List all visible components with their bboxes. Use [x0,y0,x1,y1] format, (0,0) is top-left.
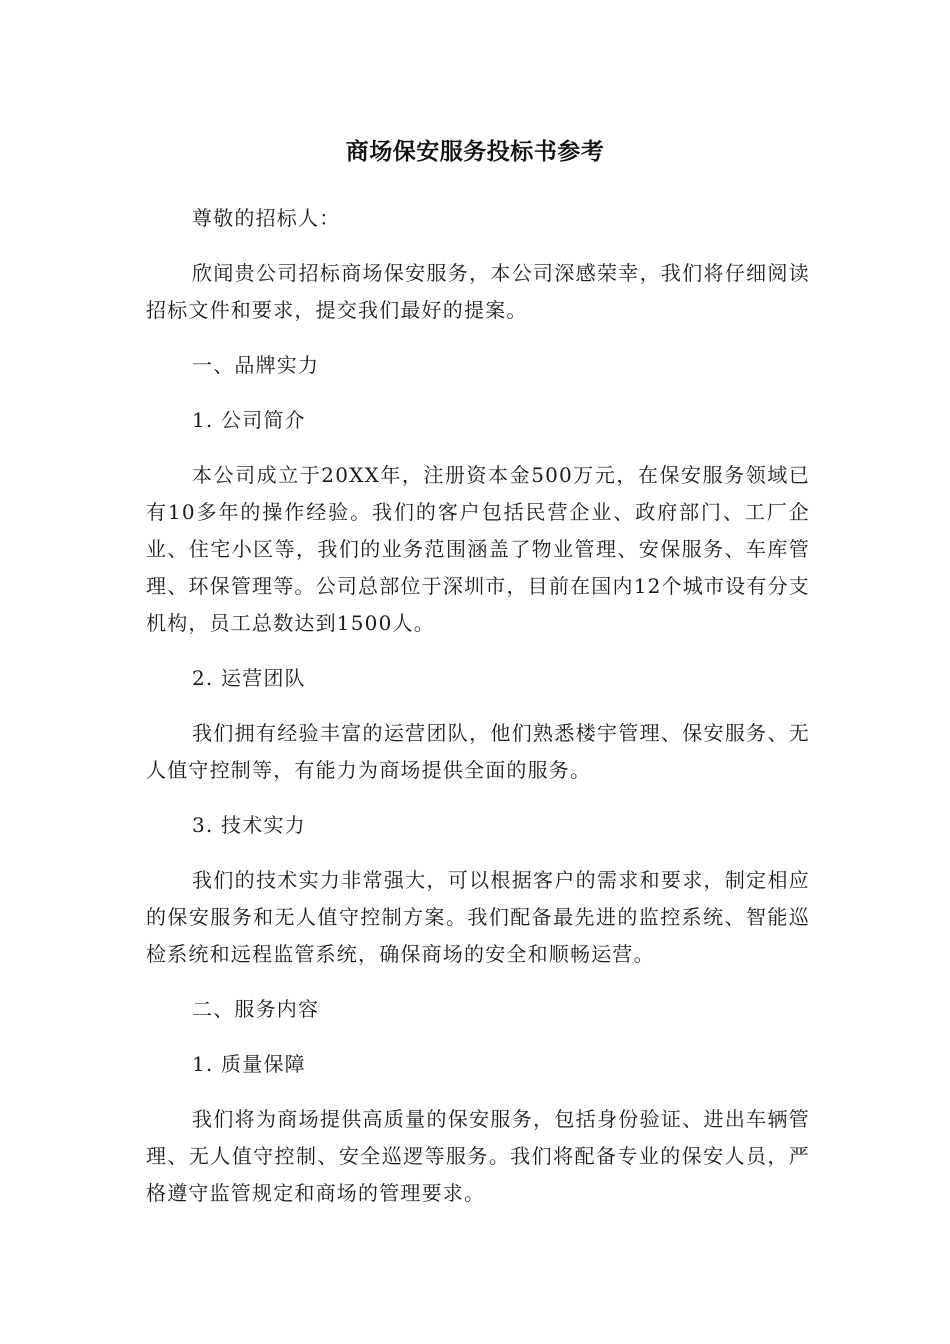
intro-paragraph: 欣闻贵公司招标商场保安服务，本公司深感荣幸，我们将仔细阅读招标文件和要求，提交我们最好的提案。 [146,261,810,322]
document-title: 商场保安服务投标书参考 [345,139,605,165]
subheading-operations-team: 2. 运营团队 [192,666,306,690]
subheading-technical-strength: 3. 技术实力 [192,813,306,837]
section-heading-brand-strength: 一、品牌实力 [192,353,320,377]
salutation: 尊敬的招标人： [192,206,341,230]
subheading-company-profile: 1. 公司简介 [192,408,306,432]
operations-team-paragraph: 我们拥有经验丰富的运营团队，他们熟悉楼宇管理、保安服务、无人值守控制等，有能力为商场提供全面的服务。 [146,721,810,782]
quality-assurance-paragraph: 我们将为商场提供高质量的保安服务，包括身份验证、进出车辆管理、无人值守控制、安全巡逻等服务。我们将配备专业的保安人员，严格遵守监管规定和商场的管理要求。 [146,1107,810,1205]
document-body [146,200,810,1230]
company-profile-paragraph: 本公司成立于20XX年，注册资本金500万元，在保安服务领域已有10多年的操作经验。我们的客户包括民营企业、政府部门、工厂企业、住宅小区等，我们的业务范围涵盖了物业管理、安保服务、车库管理、环保管理等。公司总部位于深圳市，目前在国内12个城市设有分支机构，员工总数达到1500人。 [146,463,810,635]
subheading-quality-assurance: 1. 质量保障 [192,1052,306,1076]
technical-strength-paragraph: 我们的技术实力非常强大，可以根据客户的需求和要求，制定相应的保安服务和无人值守控制方案。我们配备最先进的监控系统、智能巡检系统和远程监管系统，确保商场的安全和顺畅运营。 [146,868,810,966]
section-heading-service-content: 二、服务内容 [192,997,320,1021]
